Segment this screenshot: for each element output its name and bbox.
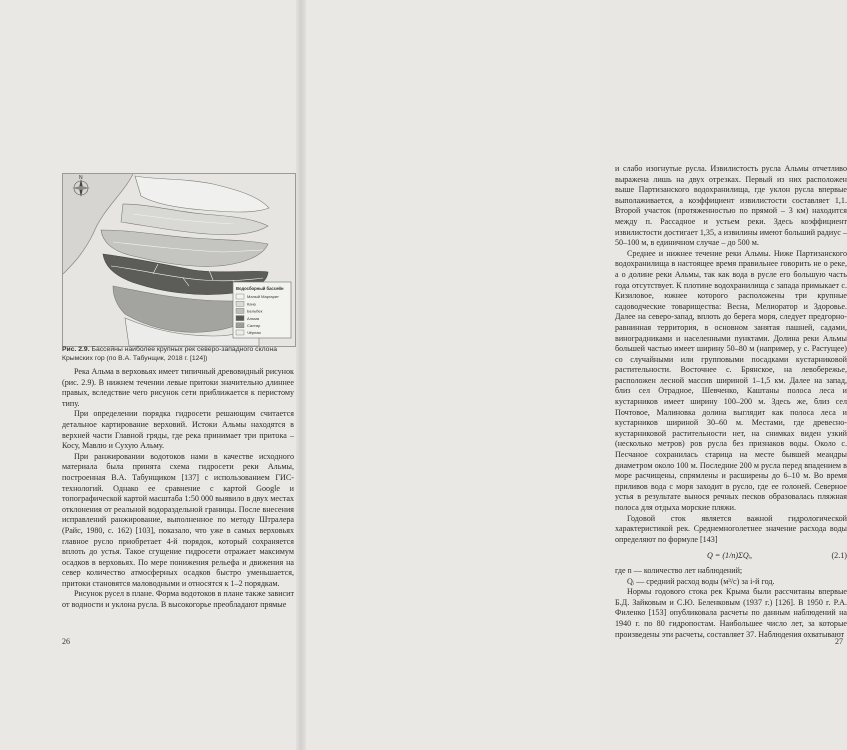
figure-caption-label: Рис. 2.9.: [62, 346, 90, 353]
legend-label: Салгир: [247, 323, 261, 328]
legend-swatch: [236, 316, 244, 321]
legend-label: Альма: [247, 315, 260, 321]
paragraph: Среднее и нижнее течение реки Альмы. Ниже Партизанского водохранилища в настоящее время правильнее говорить не о реке, а о долине реки Альмы, так как вода в русле его большую часть года отсутствует. К плотине водохранилища с запада примыкает с. Кизиловое, южнее которого расположены три крупные садоводческие товарищества: Весна, Мелиоратор и Здоровье. Далее на северо-запад, вплоть до берега моря, следует предгорно-равнинная территория, в основном занятая пашней, садами, виноградниками и населенными пунктами. Долина реки Альмы большей частью имеет ширину 50–80 м (например, у с. Растущее) со случайными или групповыми посадками кустарниковой растительности. Восточнее с. Брянское, на левобережье, расположен лесной массив шириной 1–1,5 км. Далее на запад, близ сел Отрадное, Шевченко, Каштаны полоса леса и кустарников имеет ширину 100–200 м. Здесь же, близ сел Почтовое, Малиновка долина выглядит как полоса леса и кустарников шириной 30–60 м. Местами, где древесно-кустарниковой растительности нет, на снимках виден узкий (несколько метров) ров русла без признаков воды. Около с. Песчаное сохранилась старица на месте бывшей меандры диаметром около 100 м. Последние 200 м русла перед впадением в море расчищены, спрямлены и расширены до 6–10 м. Во время приливов вода с моря заходит в русло, где ее голоней. Северное устья в результате вынося речных песков образовалась пляжная полоса для отдыха морские пляжи.: [615, 248, 847, 512]
basin-map: [63, 174, 295, 346]
legend-label: Бельбек: [247, 308, 263, 314]
page-number-right: 27: [835, 637, 843, 646]
page-number-left: 26: [62, 637, 70, 646]
legend-label: Кача: [247, 301, 256, 307]
paragraph: и слабо изогнутые русла. Извилистость русла Альмы отчетливо выражена лишь на двух отрезках. Первый из них расположен выше Партизанского водохранилища, где уклон русла впервые выполаживается, а коэффициент извилистости составляет 1,1. Второй участок (протяженностью по прямой – 3 км) находится между п. Рассадное и устьем реки. Здесь коэффициент извилистости достигает 1,35, а извилины имеют больший радиус – 50–100 м, в единичном случае – до 500 м.: [615, 164, 847, 248]
paragraph: Qᵢ — средний расход воды (м³/с) за i-й год.: [627, 576, 775, 586]
compass-label: N: [79, 175, 83, 181]
paragraph: Годовой сток является важной гидрологической характеристикой рек. Среднемноголетнее значение расхода воды определяют по формуле [143]: [615, 513, 847, 544]
figure-caption-text: Бассейны наиболее крупных рек северо-западного склона Крымских гор (по В.А. Табунщик, 2018 г. [124]): [62, 346, 277, 362]
right-page-text: [615, 164, 847, 640]
paragraph: При определении порядка гидросети решающим считается детальное картирование верховий. Истоки Альмы находятся в верхней части Главной гряды, где река принимает три притока – Косу, Мавлю и Сухую Альму.: [62, 409, 294, 451]
paragraph: Рисунок русел в плане. Форма водотоков в плане также зависит от водности и уклона русла. В высокогорье преобладают прямые: [62, 589, 294, 610]
legend-swatch: [236, 294, 244, 299]
legend-label: Малый Маргарит: [247, 294, 279, 300]
formula-block: [615, 551, 847, 562]
left-page: [0, 0, 298, 750]
formula-number: (2.1): [831, 551, 847, 561]
paragraph: Нормы годового стока рек Крыма были рассчитаны впервые Б.Д. Зайковым и С.Ю. Беленковым (1937 г.) [126]. В 1950 г. Р.А. Филенко [153] опубликовала расчеты по данным наблюдений на 1940 г. по 80 гидропостам. Наибольшее число лет, за которые произведены эти расчеты, составляет 37. Наблюдения охватывают: [615, 587, 847, 639]
legend-swatch: [236, 301, 244, 306]
paragraph: где n — количество лет наблюдений;: [615, 565, 743, 575]
map-legend: [233, 282, 291, 338]
formula-expression: Q = (1/n)ΣQᵢ,: [707, 551, 753, 561]
legend-swatch: [236, 308, 244, 313]
legend-swatch: [236, 330, 244, 335]
right-page: [302, 0, 847, 750]
basin-map-figure: [62, 173, 296, 347]
legend-title: Водосборный бассейн: [236, 286, 284, 291]
paragraph: При ранжировании водотоков нами в качестве исходного материала была принята схема гидросети реки Альмы, построенная В.А. Табунщиком [137] с использованием ГИС-технологий. Однако ее сравнение с картой Google и топографической картой масштаба 1:50 000 выявило в двух местах отклонения от реальной водораздельной границы. После внесения исправлений ранжирование, выполненное по методу Штралера (Райс, 1980, с. 162) [103], показало, что уже в самых верховьях главное русло приобретает 4-й порядок, который сохраняется вплоть до устья. Такое сгущение гидросети отражает максимум осадков в верховьях. По мере понижения рельефа и движения на север количество атмосферных осадков быстро уменьшается, притоки становятся маловодными и относятся к 1–2 порядкам.: [62, 451, 294, 588]
legend-label: Чёрная: [247, 330, 261, 336]
paragraph: Река Альма в верховьях имеет типичный древовидный рисунок (рис. 2.9). В нижнем течении левые притоки значительно длиннее правых, вследствие чего рисунок сети приближается к перистому типу.: [62, 367, 294, 408]
legend-swatch: [236, 323, 244, 328]
left-page-text: [62, 367, 294, 611]
figure-caption: [62, 346, 294, 363]
